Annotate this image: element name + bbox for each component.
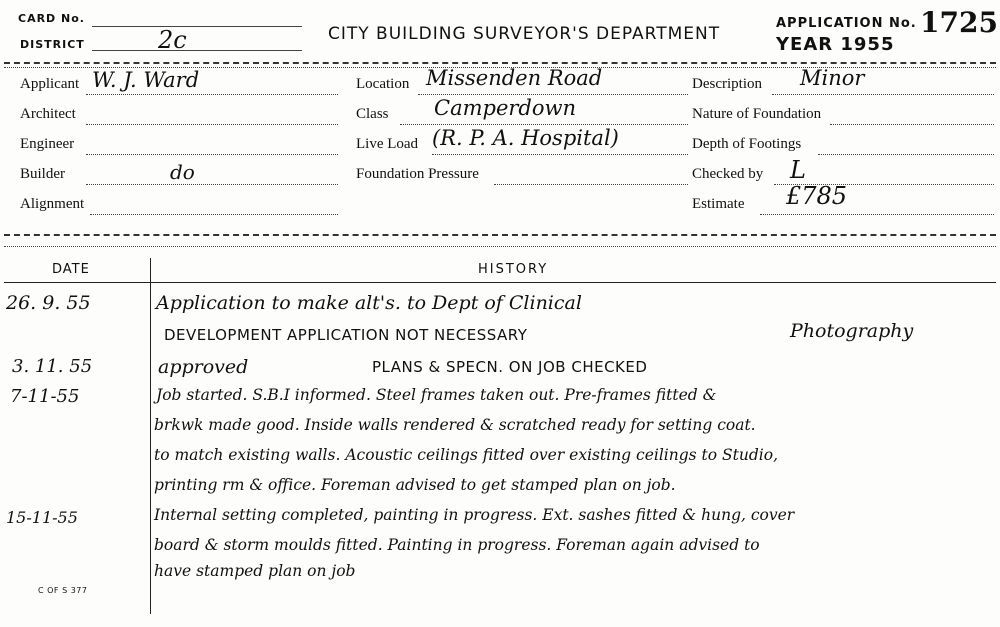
builder-line (86, 184, 338, 185)
card-no-label: CARD No. (18, 12, 85, 25)
location-label: Location (356, 76, 410, 92)
checked-by-label: Checked by (692, 166, 764, 182)
architect-label: Architect (20, 106, 76, 122)
district-line (92, 50, 302, 51)
builder-label: Builder (20, 166, 65, 182)
entry-3-date: 7-11-55 (10, 386, 80, 407)
class-value: Camperdown (434, 96, 576, 120)
estimate-value: £785 (786, 182, 848, 210)
checked-by-value: L (790, 156, 806, 184)
builder-value: do (170, 160, 195, 184)
foundation-pressure-label: Foundation Pressure (356, 166, 479, 182)
depth-of-footings-label: Depth of Footings (692, 136, 802, 152)
nature-of-foundation-label: Nature of Foundation (692, 106, 822, 122)
history-header-rule (4, 282, 996, 283)
entry-1-text-continued: Photography (790, 320, 914, 342)
fields-divider (4, 234, 996, 236)
applicant-value: W. J. Ward (92, 68, 200, 92)
date-column-divider (150, 258, 151, 614)
header-divider (4, 62, 996, 64)
nature-of-foundation-line (830, 124, 994, 125)
location-line (418, 94, 688, 95)
description-line (772, 94, 994, 95)
entry-3-line-3: to match existing walls. Acoustic ceilings fitted over existing ceilings to Studio, (154, 446, 778, 464)
applicant-label: Applicant (20, 76, 80, 92)
form-code: C OF S 377 (38, 586, 88, 595)
entry-2-stamp: PLANS & SPECN. ON JOB CHECKED (372, 358, 648, 376)
live-load-label: Live Load (356, 136, 419, 152)
description-value: Minor (800, 66, 865, 90)
live-load-value: (R. P. A. Hospital) (432, 126, 619, 150)
entry-3-line-1: Job started. S.B.I informed. Steel frames taken out. Pre-frames fitted & (156, 386, 717, 404)
entry-4-line-1: Internal setting completed, painting in progress. Ext. sashes fitted & hung, cover (154, 506, 795, 524)
foundation-pressure-line (494, 184, 688, 185)
location-value: Missenden Road (426, 66, 603, 90)
applicant-line (86, 94, 338, 95)
entry-2-text: approved (158, 356, 249, 378)
entry-3-line-2: brkwk made good. Inside walls rendered & scratched ready for setting coat. (154, 416, 756, 434)
estimate-label: Estimate (692, 196, 745, 212)
card-no-line (92, 26, 302, 27)
district-value: 2c (158, 26, 187, 54)
alignment-line (90, 214, 338, 215)
application-no-label: APPLICATION No. (776, 16, 917, 31)
architect-line (86, 124, 338, 125)
entry-1-date: 26. 9. 55 (6, 292, 91, 314)
live-load-line (432, 154, 688, 155)
date-header: DATE (52, 262, 90, 277)
engineer-line (86, 154, 338, 155)
application-no: 1725 (920, 6, 998, 39)
department-title: CITY BUILDING SURVEYOR'S DEPARTMENT (328, 24, 721, 44)
entry-1-text: Application to make alt's. to Dept of Clinical (156, 292, 582, 314)
entry-4-date: 15-11-55 (6, 508, 78, 527)
year-label: YEAR 1955 (776, 34, 895, 55)
fields-divider-dotted (4, 246, 996, 247)
description-label: Description (692, 76, 762, 92)
alignment-label: Alignment (20, 196, 85, 212)
entry-1-stamp: DEVELOPMENT APPLICATION NOT NECESSARY (164, 326, 528, 344)
district-label: DISTRICT (20, 38, 85, 51)
history-header: HISTORY (478, 262, 549, 277)
entry-3-line-4: printing rm & office. Foreman advised to get stamped plan on job. (154, 476, 676, 494)
entry-4-line-2: board & storm moulds fitted. Painting in progress. Foreman again advised to (154, 536, 760, 554)
entry-4-line-3: have stamped plan on job (154, 562, 356, 580)
estimate-line (760, 214, 994, 215)
class-label: Class (356, 106, 389, 122)
engineer-label: Engineer (20, 136, 75, 152)
entry-2-date: 3. 11. 55 (12, 356, 93, 377)
class-line (400, 124, 688, 125)
depth-of-footings-line (818, 154, 994, 155)
